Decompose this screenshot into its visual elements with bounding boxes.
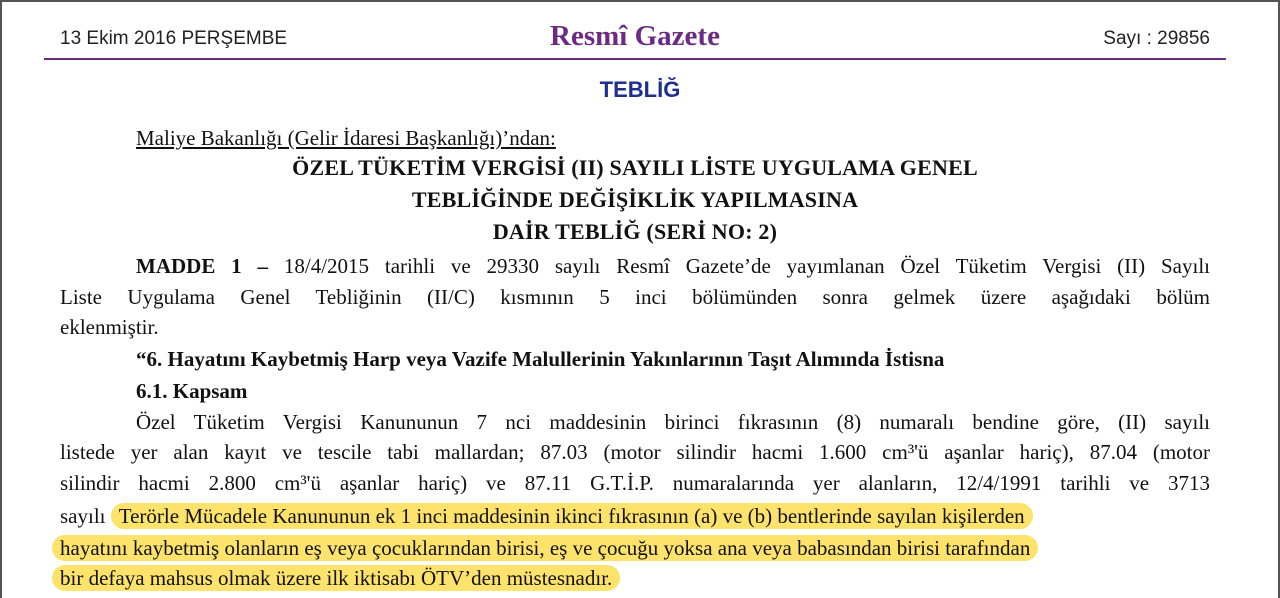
scope-paragraph-line-5 [52,536,1038,561]
gazette-header [44,18,1226,58]
section-6-1-heading: 6.1. Kapsam [136,379,248,403]
document-title-line-3: DAİR TEBLİĞ (SERİ NO: 2) [492,219,778,244]
highlighted-text-2: hayatını kaybetmiş olanların eş veya çocuklarından birisi, eş ve çocuğu yoksa ana veya babasından birisi tarafından [52,535,1038,561]
document-title-line-1: ÖZEL TÜKETİM VERGİSİ (II) SAYILI LİSTE UYGULAMA GENEL [292,155,978,180]
header-divider [44,58,1226,60]
issue-date: 13 Ekim 2016 PERŞEMBE [60,28,288,49]
document-title-line-2: TEBLİĞİNDE DEĞİŞİKLİK YAPILMASINA [411,187,859,212]
gazette-title: Resmî Gazete [550,20,720,52]
issuing-authority: Maliye Bakanlığı (Gelir İdaresi Başkanlığı)’ndan: [136,126,556,150]
scope-paragraph-line-1: Özel Tüketim Vergisi Kanununun 7 nci maddesinin birinci fıkrasının (8) numaralı bendine göre, (II) sayılı [136,410,1210,434]
issue-number: Sayı : 29856 [1103,28,1210,49]
article-1-text: 18/4/2015 tarihli ve 29330 sayılı Resmî Gazete’de yayımlanan Özel Tüketim Vergisi (II) Sayılı [268,254,1210,278]
article-label: MADDE 1 – [136,254,269,278]
section-label: TEBLİĞ [599,77,681,102]
window-frame-top [0,0,1280,2]
section-6-heading: “6. Hayatını Kaybetmiş Harp veya Vazife Malullerinin Yakınlarının Taşıt Alımında İstisna [136,347,945,371]
highlighted-text-1: Terörle Mücadele Kanununun ek 1 inci maddesinin ikinci fıkrasının (a) ve (b) bentlerinde sayılan kişilerden [111,503,1033,529]
scope-paragraph-line-2: listede yer alan kayıt ve tescile tabi mallardan; 87.03 (motor silindir hacmi 1.600 cm³'ü aşanlar hariç), 87.04 (motor [60,440,1210,464]
article-1-line-1 [136,254,1210,279]
article-1-line-3: eklenmiştir. [60,315,159,339]
highlighted-text-3: bir defaya mahsus olmak üzere ilk iktisabı ÖTV’den müstesnadır. [52,565,620,591]
scope-paragraph-line-4 [60,504,1033,529]
article-1-line-2: Liste Uygulama Genel Tebliğinin (II/C) kısmının 5 inci bölümünden sonra gelmek üzere aşağıdaki bölüm [60,285,1210,309]
scope-paragraph-line-6 [52,566,620,591]
scope-plain-text: sayılı [60,504,111,528]
scope-paragraph-line-3: silindir hacmi 2.800 cm³'ü aşanlar hariç) ve 87.11 G.T.İ.P. numaralarında yer alanların, 12/4/1991 tarihli ve 3713 [60,471,1210,495]
